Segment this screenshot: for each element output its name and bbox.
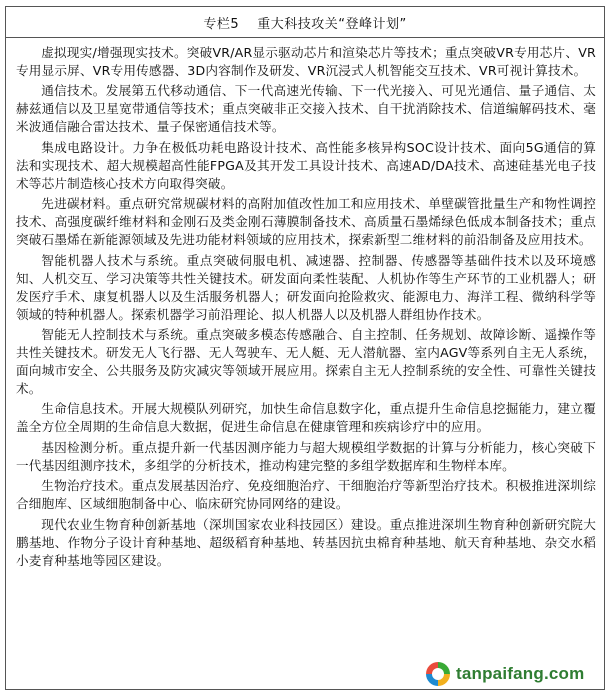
paragraph-communication: 通信技术。发展第五代移动通信、下一代高速光传输、下一代光接入、可见光通信、量子通信、太赫兹通信以及卫星宽带通信等技术；重点突破非正交接入技术、自干扰消除技术、信道编解码技术、毫米波通信融合雷达技术、量子保密通信技术等。 [16,83,596,135]
watermark-text: tanpaifang.com [456,664,585,683]
paragraph-unmanned-control: 智能无人控制技术与系统。重点突破多模态传感融合、自主控制、任务规划、故障诊断、遥操作等共性关键技术。研发无人飞行器、无人驾驶车、无人艇、无人潜航器、室内AGV等系列自主无人系统，面向城市安全、公共服务及防灾减灾等领域开展应用。探索自主无人控制系统的安全性、可靠性关键技术。 [16,326,596,396]
watermark-logo-icon [426,662,450,686]
site-watermark [426,660,604,688]
special-column-box [5,6,605,690]
paragraph-intelligent-robots: 智能机器人技术与系统。重点突破伺服电机、减速器、控制器、传感器等基础件技术以及环境感知、人机交互、学习决策等共性关键技术。研发面向柔性装配、人机协作等生产环节的工业机器人；研发医疗手术、康复机器人以及生活服务机器人；研发面向抢险救灾、能源电力、海洋工程、微纳科学等领域的特种机器人。探索机器学习前沿理论、拟人机器人以及机器人群组协作技术。 [16,252,596,322]
paragraph-ic-design: 集成电路设计。力争在极低功耗电路设计技术、高性能多核异构SOC设计技术、面向5G通信的算法和实现技术、超大规模超高性能FPGA及其开发工具设计技术、高速AD/DA技术、高速硅基光电子技术等芯片制造核心技术方向取得突破。 [16,139,596,191]
column-title: 专栏5 重大科技攻关“登峰计划” [6,7,604,38]
paragraph-vr-ar: 虚拟现实/增强现实技术。突破VR/AR显示驱动芯片和渲染芯片等技术；重点突破VR专用芯片、VR专用显示屏、VR专用传感器、3D内容制作及研发、VR沉浸式人机智能交互技术、VR可视计算技术。 [16,45,596,78]
paragraph-carbon-materials: 先进碳材料。重点研究常规碳材料的高附加值改性加工和应用技术、单壁碳管批量生产和物性调控技术、高强度碳纤维材料和金刚石及类金刚石薄膜制备技术、高质量石墨烯绿色低成本制备技术；重点突破石墨烯在新能源领域及先进功能材料领域的应用技术，探索新型二维材料的前沿制备及应用技术。 [16,196,596,248]
paragraph-agri-breeding: 现代农业生物育种创新基地（深圳国家农业科技园区）建设。重点推进深圳生物育种创新研究院大鹏基地、作物分子设计育种基地、超级稻育种基地、转基因抗虫棉育种基地、航天育种基地、杂交水稻小麦育种基地等园区建设。 [16,516,596,568]
column-content [6,38,604,570]
paragraph-bio-therapy: 生物治疗技术。重点发展基因治疗、免疫细胞治疗、干细胞治疗等新型治疗技术。积极推进深圳综合细胞库、区域细胞制备中心、临床研究协同网络的建设。 [16,478,596,512]
paragraph-life-information: 生命信息技术。开展大规模队列研究，加快生命信息数字化，重点提升生命信息挖掘能力，建立覆盖全方位全周期的生命信息大数据，促进生命信息在健康管理和疾病诊疗中的应用。 [16,401,596,435]
paragraph-gene-detection: 基因检测分析。重点提升新一代基因测序能力与超大规模组学数据的计算与分析能力，核心突破下一代基因组测序技术，多组学的分析技术，推动构建完整的多组学数据库和生物样本库。 [16,439,596,473]
